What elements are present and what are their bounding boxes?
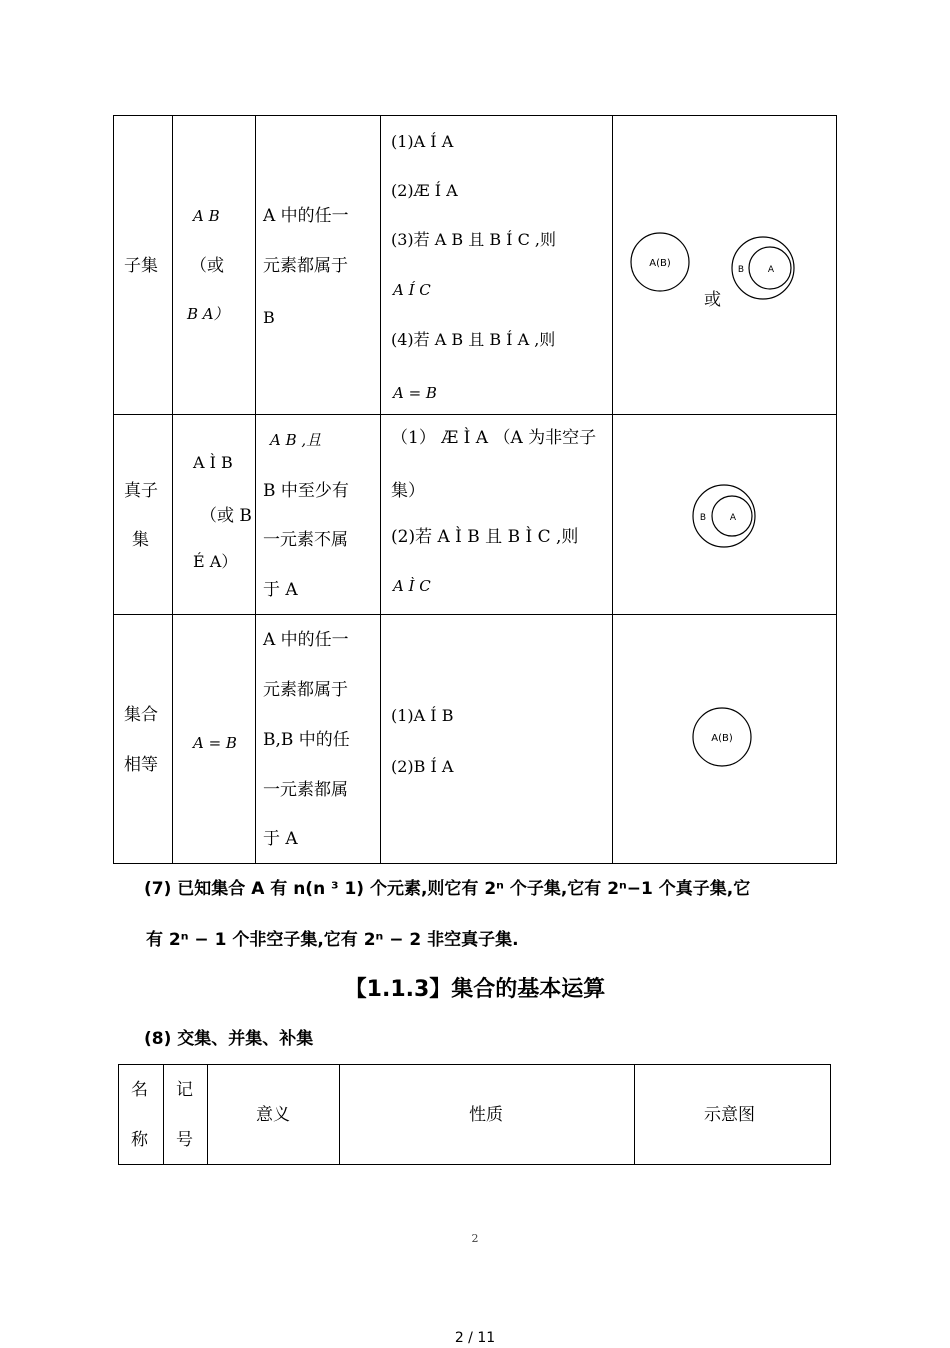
table-header: 记 [176,1080,193,1100]
meaning-line: A 中的任一 [263,630,349,650]
meaning-line: B [263,308,275,327]
meaning-line: 一元素都属 [263,780,348,800]
page-counter: 2 / 11 [454,1330,496,1346]
property-line: (2)Æ Í A [391,181,458,200]
meaning-line: B,B 中的任 [263,730,350,750]
table-header: 意义 [256,1105,290,1125]
section-title: 【1.1.3】集合的基本运算 [344,977,606,1002]
row-name: 相等 [124,755,158,775]
notation-line: A = B [193,734,237,752]
property-line: (4)若 A B 且 B Í A ,则 [391,330,556,349]
paragraph-7-line-2: 有 2ⁿ − 1 个非空子集,它有 2ⁿ − 2 非空真子集. [146,930,519,950]
table-header: 示意图 [704,1105,755,1125]
property-line: (1)A Í A [391,132,454,151]
notation-line: A Ì B [193,453,233,472]
meaning-line: A 中的任一 [263,206,349,226]
property-line: (3)若 A B 且 B Í C ,则 [391,230,556,249]
property-line: 集） [391,481,425,501]
notation-line: （或 [190,256,224,276]
property-line: (2)B Í A [391,757,454,776]
property-line: （1） Æ Ì A （A 为非空子 [391,428,597,448]
meaning-line: A B ,且 [270,431,322,449]
meaning-line: 于 A [263,580,298,600]
table-header: 号 [176,1130,193,1150]
venn-label: A(B) [711,733,733,744]
table-header: 性质 [469,1105,503,1125]
venn-label: A [767,265,775,275]
row-name: 集合 [124,705,158,725]
table-header: 名 [131,1080,148,1100]
notation-line: A B [193,207,220,225]
meaning-line: 元素都属于 [263,680,348,700]
equal-set-venn-diagram [690,705,756,769]
venn-label: A [729,513,737,523]
property-line: A Í C [393,281,431,299]
meaning-line: B 中至少有 [263,481,349,501]
row-name: 子集 [124,256,158,276]
notation-line: É A） [193,552,238,571]
page-number: 2 [471,1232,479,1245]
property-line: A Ì C [393,577,431,595]
venn-label: B [699,513,707,523]
notation-line: （或 B [200,506,252,526]
property-line: A = B [393,384,437,402]
property-line: (2)若 A Ì B 且 B Ì C ,则 [391,527,579,547]
diagram-or-text: 或 [704,290,721,310]
meaning-line: 元素都属于 [263,256,348,276]
meaning-line: 一元素不属 [263,530,348,550]
row-name: 真子 [124,481,158,501]
venn-label: A(B) [649,258,671,269]
paragraph-8: (8) 交集、并集、补集 [144,1029,314,1049]
venn-label: B [737,265,745,275]
row-name: 集 [132,530,149,550]
notation-line: B A） [187,305,229,323]
proper-subset-venn-diagram [690,483,762,553]
paragraph-7-line-1: (7) 已知集合 A 有 n(n ³ 1) 个元素,则它有 2ⁿ 个子集,它有 2ⁿ−1 个真子集,它 [144,879,751,899]
property-line: (1)A Í B [391,706,454,725]
meaning-line: 于 A [263,829,298,849]
table-header: 称 [131,1130,148,1150]
